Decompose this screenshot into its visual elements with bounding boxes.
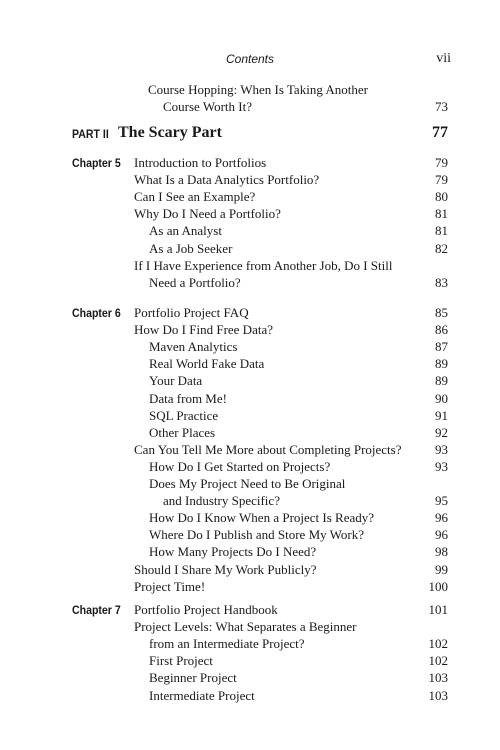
entry-page-number: 92: [435, 424, 448, 440]
part-page-number: 77: [432, 124, 448, 141]
toc-entry: Portfolio Project Handbook: [134, 602, 278, 617]
toc-entry: Beginner Project: [149, 670, 237, 686]
toc-entry: Need a Portfolio?: [149, 274, 241, 290]
toc-entry: Portfolio Project FAQ: [134, 305, 249, 320]
entry-page-number: 103: [428, 670, 448, 686]
entry-page-number: 86: [435, 322, 448, 338]
toc-entry: Can I See an Example?: [134, 189, 256, 205]
toc-entry: Why Do I Need a Portfolio?: [134, 206, 281, 222]
toc-entry: If I Have Experience from Another Job, Do I Still: [134, 257, 393, 273]
toc-entry: Does My Project Need to Be Original: [149, 476, 346, 491]
chapter-label: Chapter 6: [72, 306, 121, 320]
running-title: Contents: [225, 52, 275, 66]
entry-page-number: 79: [435, 155, 448, 170]
toc-entry: Other Places: [149, 424, 216, 440]
entry-page-number: 81: [435, 206, 448, 222]
entry-page-number: 98: [435, 544, 448, 560]
toc-entry: How Do I Know When a Project Is Ready?: [149, 510, 375, 526]
entry-page-number: 83: [435, 274, 448, 290]
toc-entry: Course Worth It?: [163, 99, 252, 114]
entry-page-number: 90: [435, 390, 448, 406]
entry-page-number: 93: [435, 441, 448, 457]
toc-entry: How Many Projects Do I Need?: [149, 544, 317, 560]
entry-page-number: 93: [435, 458, 448, 474]
entry-page-number: 102: [428, 636, 448, 652]
toc-entry: Data from Me!: [149, 390, 227, 406]
entry-page-number: 85: [435, 305, 448, 320]
toc-entry: Intermediate Project: [149, 687, 255, 703]
entry-page-number: 73: [435, 99, 448, 114]
entry-page-number: 99: [435, 561, 448, 577]
entry-page-number: 82: [435, 240, 448, 256]
toc-entry: Course Hopping: When Is Taking Another: [148, 82, 368, 97]
chapter-label: Chapter 7: [72, 603, 121, 617]
entry-page-number: 80: [435, 189, 448, 205]
toc-entry: Should I Share My Work Publicly?: [134, 561, 317, 577]
toc-entry: Maven Analytics: [149, 339, 238, 355]
part-label: PART II: [72, 127, 109, 141]
toc-entry: Real World Fake Data: [149, 356, 265, 372]
toc-entry: Project Levels: What Separates a Beginner: [134, 619, 357, 635]
entry-page-number: 79: [435, 172, 448, 188]
toc-entry: What Is a Data Analytics Portfolio?: [134, 172, 320, 188]
entry-page-number: 91: [435, 407, 448, 423]
entry-page-number: 89: [435, 373, 448, 389]
toc-entry: As an Analyst: [149, 223, 222, 239]
entry-page-number: 100: [428, 578, 448, 594]
entry-page-number: 89: [435, 356, 448, 372]
toc-entry: First Project: [149, 653, 213, 669]
toc-entry: Where Do I Publish and Store My Work?: [149, 527, 364, 543]
entry-page-number: 101: [428, 602, 448, 617]
toc-entry: As a Job Seeker: [149, 240, 233, 256]
page-number: vii: [436, 51, 451, 66]
toc-entry: from an Intermediate Project?: [149, 636, 305, 652]
toc-entry: and Industry Specific?: [163, 493, 280, 509]
entry-page-number: 96: [435, 527, 448, 543]
entry-page-number: 95: [435, 493, 448, 509]
entry-page-number: 103: [428, 687, 448, 703]
toc-entry: Project Time!: [134, 578, 206, 594]
toc-entry: How Do I Find Free Data?: [134, 322, 273, 338]
entry-page-number: 96: [435, 510, 448, 526]
toc-entry: Introduction to Portfolios: [134, 155, 267, 170]
toc-entry: Can You Tell Me More about Completing Projects?: [134, 441, 402, 457]
entry-page-number: 87: [435, 339, 448, 355]
chapter-label: Chapter 5: [72, 156, 121, 170]
toc-entry: SQL Practice: [149, 407, 219, 423]
entry-page-number: 102: [428, 653, 448, 669]
toc-entry: Your Data: [149, 373, 203, 389]
toc-entry: How Do I Get Started on Projects?: [149, 458, 331, 474]
entry-page-number: 81: [435, 223, 448, 239]
part-title: The Scary Part: [118, 124, 222, 141]
